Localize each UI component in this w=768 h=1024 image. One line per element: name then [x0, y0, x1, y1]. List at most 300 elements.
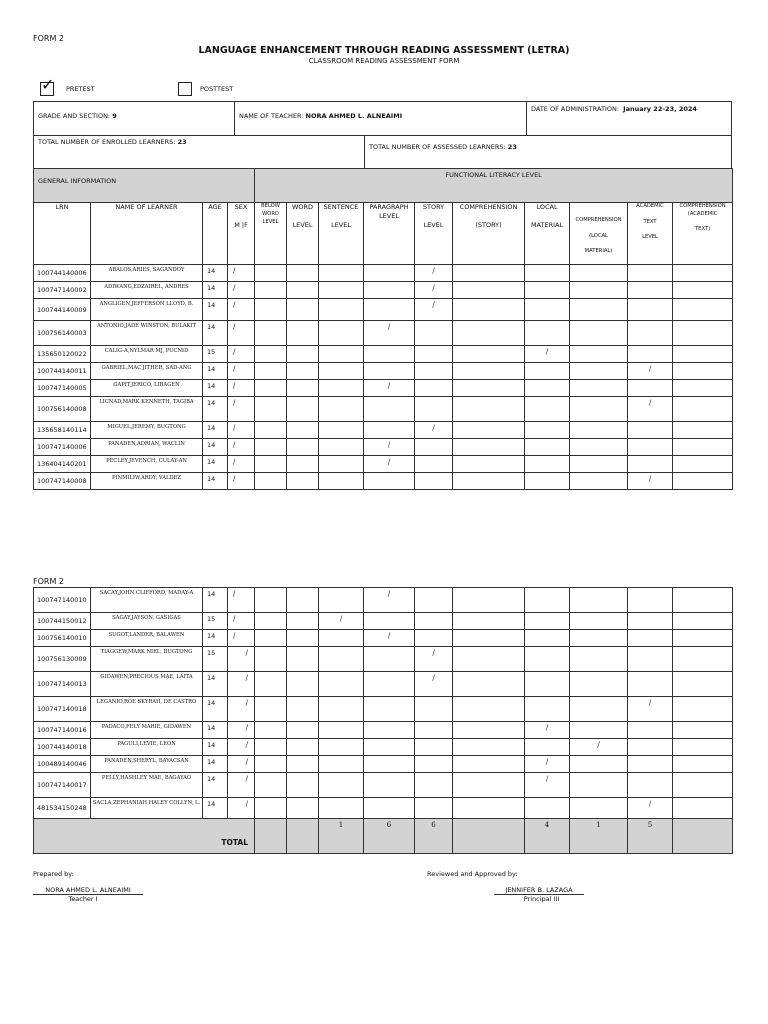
learner-name: ABALOS,ARIES, SAGANDOY [91, 265, 203, 282]
learner-age: 14 [203, 630, 228, 647]
learner-age: 14 [203, 456, 228, 473]
table-row [34, 647, 733, 672]
prepared-name: NORA AHMED L. ALNEAIMI [33, 886, 143, 895]
level-cell-local [525, 613, 570, 630]
level-cell-below-word [255, 282, 287, 299]
learner-sex [228, 456, 255, 473]
learner-age: 14 [203, 439, 228, 456]
sex-mark: / [245, 649, 248, 657]
learner-age: 14 [203, 722, 228, 739]
level-cell-below-word [255, 588, 287, 613]
learner-sex [228, 265, 255, 282]
learner-lrn: 100747140002 [34, 282, 91, 299]
level-cell-academic [628, 756, 673, 773]
col-comp-story-sub: (STORY) [475, 221, 502, 230]
total-story: 6 [415, 819, 453, 854]
level-mark: / [545, 724, 549, 732]
level-cell-paragraph [364, 282, 415, 299]
level-mark: / [648, 699, 652, 707]
level-cell-academic [628, 697, 673, 722]
level-cell-local [525, 588, 570, 613]
level-cell-word [287, 346, 319, 363]
table-row [34, 346, 733, 363]
learner-age: 14 [203, 588, 228, 613]
table-row [34, 798, 733, 819]
learner-age: 14 [203, 739, 228, 756]
learner-lrn: 100744150012 [34, 613, 91, 630]
level-cell-academic [628, 613, 673, 630]
learner-name: SAGAY,JAYSON, GASIGAS [91, 613, 203, 630]
level-cell-local [525, 672, 570, 697]
level-cell-paragraph [364, 647, 415, 672]
level-cell-comp-story [453, 422, 525, 439]
level-cell-local [525, 299, 570, 321]
level-cell-academic [628, 647, 673, 672]
level-cell-comp-academic [673, 363, 733, 380]
level-cell-below-word [255, 722, 287, 739]
level-cell-comp-local [570, 299, 628, 321]
level-cell-story [415, 346, 453, 363]
learner-sex [228, 473, 255, 490]
table-row [34, 422, 733, 439]
learner-lrn: 100744140011 [34, 363, 91, 380]
level-mark: / [432, 284, 435, 292]
level-mark: / [387, 441, 391, 449]
sex-mark: / [233, 475, 236, 483]
level-cell-local [525, 473, 570, 490]
col-sex-sub: M |F [234, 221, 248, 230]
posttest-checkbox[interactable] [178, 82, 192, 96]
level-cell-comp-academic [673, 456, 733, 473]
sex-mark: / [233, 590, 236, 598]
level-cell-sentence [319, 299, 364, 321]
col-comp-local-3: MATERIAL) [584, 248, 613, 255]
level-cell-word [287, 439, 319, 456]
level-cell-sentence [319, 697, 364, 722]
level-cell-sentence [319, 613, 364, 630]
level-cell-story [415, 773, 453, 798]
level-cell-below-word [255, 380, 287, 397]
col-academic-3: LEVEL [642, 234, 658, 241]
learner-name: TIAGGEW,MARK NIEL, BUGTONG [91, 647, 203, 672]
level-cell-comp-local [570, 363, 628, 380]
level-cell-comp-local [570, 282, 628, 299]
sex-mark: / [233, 458, 236, 466]
level-cell-story [415, 363, 453, 380]
level-cell-word [287, 397, 319, 422]
level-cell-comp-story [453, 647, 525, 672]
learner-sex [228, 363, 255, 380]
col-word [287, 203, 319, 265]
grade-label: GRADE AND SECTION: [38, 112, 111, 120]
sex-mark: / [245, 775, 248, 783]
level-cell-comp-academic [673, 282, 733, 299]
level-cell-comp-story [453, 282, 525, 299]
learner-sex [228, 397, 255, 422]
learner-lrn: 100747140017 [34, 773, 91, 798]
level-cell-comp-local [570, 773, 628, 798]
level-mark: / [545, 775, 549, 783]
level-cell-story [415, 798, 453, 819]
level-cell-comp-local [570, 672, 628, 697]
level-cell-paragraph [364, 299, 415, 321]
sex-mark: / [245, 800, 248, 808]
learner-lrn: 135650120022 [34, 346, 91, 363]
total-comp-academic [673, 819, 733, 854]
table-row [34, 363, 733, 380]
table-body-page2 [34, 588, 733, 819]
sex-mark: / [245, 758, 248, 766]
level-cell-comp-academic [673, 265, 733, 282]
table-row [34, 756, 733, 773]
level-cell-local [525, 363, 570, 380]
level-cell-comp-story [453, 672, 525, 697]
level-cell-word [287, 697, 319, 722]
learner-sex [228, 756, 255, 773]
grade-value: 9 [112, 112, 117, 120]
learner-name: ADIWANG,EDZAIREL, ANDRES [91, 282, 203, 299]
col-academic [628, 203, 673, 265]
learner-name: ANTONIO,JADE WINSTON, BULAKIT [91, 321, 203, 346]
learner-sex [228, 722, 255, 739]
level-cell-below-word [255, 363, 287, 380]
page-subtitle: CLASSROOM READING ASSESSMENT FORM [308, 57, 460, 65]
learner-name: GAPIT,JERICO, LIBAGEN [91, 380, 203, 397]
table-row [34, 588, 733, 613]
learner-age: 14 [203, 380, 228, 397]
learner-sex [228, 613, 255, 630]
level-cell-comp-academic [673, 630, 733, 647]
col-story-label: STORY [422, 203, 445, 211]
learner-name: PANADEN,ADRIAN, WACLIN [91, 439, 203, 456]
level-cell-comp-academic [673, 588, 733, 613]
learner-sex [228, 380, 255, 397]
level-cell-paragraph [364, 422, 415, 439]
level-cell-comp-story [453, 363, 525, 380]
level-cell-sentence [319, 282, 364, 299]
table-row [34, 282, 733, 299]
learner-lrn: 100744140009 [34, 299, 91, 321]
level-cell-comp-local [570, 756, 628, 773]
table-row [34, 722, 733, 739]
col-word-label: WORD [291, 203, 314, 211]
prepared-title: Teacher I [68, 895, 98, 903]
table-row [34, 672, 733, 697]
level-cell-comp-academic [673, 798, 733, 819]
learner-age: 14 [203, 282, 228, 299]
level-cell-paragraph [364, 588, 415, 613]
level-cell-academic [628, 282, 673, 299]
table-row [34, 439, 733, 456]
learner-sex [228, 773, 255, 798]
learner-lrn: 100747140010 [34, 588, 91, 613]
level-cell-academic [628, 299, 673, 321]
reviewed-name: JENNIFER B. LAZAGA [494, 886, 584, 895]
level-cell-sentence [319, 798, 364, 819]
level-cell-story [415, 265, 453, 282]
level-cell-below-word [255, 647, 287, 672]
date-value: January 22-23, 2024 [623, 105, 697, 113]
sex-mark: / [233, 267, 236, 275]
pretest-checkbox[interactable] [40, 75, 55, 96]
level-cell-sentence [319, 672, 364, 697]
learner-lrn: 100756140008 [34, 397, 91, 422]
level-cell-story [415, 739, 453, 756]
level-mark: / [387, 382, 391, 390]
level-cell-word [287, 380, 319, 397]
level-cell-below-word [255, 299, 287, 321]
level-cell-local [525, 439, 570, 456]
learner-age: 14 [203, 756, 228, 773]
level-cell-story [415, 473, 453, 490]
col-sentence-sub: LEVEL [331, 221, 351, 230]
sex-mark: / [233, 441, 236, 449]
level-cell-story [415, 672, 453, 697]
level-cell-comp-story [453, 773, 525, 798]
learner-name: GABRIEL,MAC JITHER, SAD-ANG [91, 363, 203, 380]
date-cell [527, 102, 732, 136]
col-sentence-label: SENTENCE [323, 203, 359, 211]
col-sex [228, 203, 255, 265]
level-cell-sentence [319, 456, 364, 473]
level-cell-story [415, 722, 453, 739]
learner-lrn: 100747140018 [34, 697, 91, 722]
level-mark: / [648, 365, 652, 373]
level-cell-comp-academic [673, 697, 733, 722]
col-sex-label: SEX [234, 203, 248, 211]
learner-sex [228, 422, 255, 439]
level-cell-sentence [319, 265, 364, 282]
assessment-table-page1 [33, 168, 733, 490]
level-cell-sentence [319, 363, 364, 380]
table-row [34, 321, 733, 346]
learner-name: LEGANIO,ROE SKYRAH, DE CASTRO [91, 697, 203, 722]
level-cell-word [287, 588, 319, 613]
learner-age: 14 [203, 363, 228, 380]
learner-sex [228, 647, 255, 672]
col-name: NAME OF LEARNER [91, 203, 203, 265]
total-label: TOTAL [34, 819, 255, 854]
level-cell-comp-story [453, 756, 525, 773]
learner-age: 14 [203, 798, 228, 819]
sex-mark: / [233, 399, 236, 407]
level-cell-story [415, 756, 453, 773]
level-cell-local [525, 630, 570, 647]
level-mark: / [432, 424, 435, 432]
level-cell-word [287, 647, 319, 672]
level-cell-comp-academic [673, 739, 733, 756]
level-cell-local [525, 456, 570, 473]
total-academic: 5 [628, 819, 673, 854]
check-icon: ✓ [41, 75, 55, 94]
pretest-label: PRETEST [66, 85, 95, 93]
level-cell-word [287, 672, 319, 697]
level-cell-sentence [319, 722, 364, 739]
level-cell-academic [628, 773, 673, 798]
total-row [34, 819, 733, 854]
level-cell-academic [628, 422, 673, 439]
level-mark: / [648, 475, 652, 483]
level-cell-paragraph [364, 456, 415, 473]
level-mark: / [387, 632, 391, 640]
assessed-cell [365, 135, 732, 168]
level-cell-story [415, 299, 453, 321]
level-cell-story [415, 613, 453, 630]
learner-age: 14 [203, 672, 228, 697]
level-cell-word [287, 363, 319, 380]
level-cell-academic [628, 739, 673, 756]
col-comp-local-1: COMPREHENSION [575, 217, 622, 223]
level-cell-below-word [255, 672, 287, 697]
level-cell-sentence [319, 630, 364, 647]
level-cell-paragraph [364, 697, 415, 722]
level-cell-below-word [255, 397, 287, 422]
learner-lrn: 100747140016 [34, 722, 91, 739]
level-cell-comp-story [453, 613, 525, 630]
level-cell-comp-local [570, 346, 628, 363]
level-cell-below-word [255, 422, 287, 439]
level-cell-word [287, 756, 319, 773]
learner-name: PECLEY,JEVENCH, CULAY-AN [91, 456, 203, 473]
level-cell-below-word [255, 265, 287, 282]
level-cell-story [415, 456, 453, 473]
level-cell-paragraph [364, 672, 415, 697]
learner-lrn: 481534150248 [34, 798, 91, 819]
reviewed-title: Principal III [523, 895, 560, 903]
learner-sex [228, 588, 255, 613]
col-local-sub: MATERIAL [530, 221, 564, 230]
learner-lrn: 100747140005 [34, 380, 91, 397]
level-mark: / [545, 758, 549, 766]
learner-age: 14 [203, 773, 228, 798]
level-cell-paragraph [364, 321, 415, 346]
col-paragraph: PARAGRAPH LEVEL [364, 203, 415, 265]
table-row [34, 739, 733, 756]
col-below-word: BELOW WORD LEVEL [255, 203, 287, 265]
sex-mark: / [245, 699, 248, 707]
total-local: 4 [525, 819, 570, 854]
assessed-value: 23 [507, 143, 517, 151]
level-mark: / [432, 301, 435, 309]
level-mark: / [432, 649, 435, 657]
level-cell-paragraph [364, 798, 415, 819]
level-cell-paragraph [364, 630, 415, 647]
level-cell-comp-local [570, 321, 628, 346]
level-cell-comp-local [570, 697, 628, 722]
enrolled-label: TOTAL NUMBER OF ENROLLED LEARNERS: [38, 138, 176, 146]
level-cell-comp-local [570, 473, 628, 490]
learner-lrn: 100489140046 [34, 756, 91, 773]
level-cell-sentence [319, 647, 364, 672]
learner-name: SACLA,ZEPHANIAH HALEY COLLYN, L. [91, 798, 203, 819]
col-local [525, 203, 570, 265]
level-cell-comp-academic [673, 647, 733, 672]
level-cell-below-word [255, 630, 287, 647]
learner-sex [228, 439, 255, 456]
prepared-by-label: Prepared by: [33, 870, 74, 878]
level-cell-comp-story [453, 456, 525, 473]
level-cell-local [525, 722, 570, 739]
level-cell-paragraph [364, 346, 415, 363]
level-cell-below-word [255, 473, 287, 490]
level-cell-paragraph [364, 439, 415, 456]
level-cell-story [415, 588, 453, 613]
level-cell-comp-local [570, 798, 628, 819]
level-cell-sentence [319, 439, 364, 456]
assessed-label: TOTAL NUMBER OF ASSESSED LEARNERS: [369, 143, 506, 151]
col-comp-academic [673, 203, 733, 265]
posttest-label: POSTTEST [200, 85, 234, 93]
col-comp-local [570, 203, 628, 265]
level-cell-comp-story [453, 321, 525, 346]
level-cell-comp-local [570, 722, 628, 739]
table-row [34, 456, 733, 473]
level-cell-comp-story [453, 588, 525, 613]
level-cell-word [287, 321, 319, 346]
page-title: LANGUAGE ENHANCEMENT THROUGH READING ASSESSMENT (LETRA) [198, 45, 570, 56]
level-cell-comp-academic [673, 672, 733, 697]
sex-mark: / [233, 348, 236, 356]
enrolled-cell [34, 135, 365, 168]
sex-mark: / [245, 724, 248, 732]
col-story-sub: LEVEL [423, 221, 444, 230]
col-comp-story [453, 203, 525, 265]
col-word-sub: LEVEL [292, 221, 313, 230]
level-mark: / [339, 615, 343, 623]
date-label: DATE OF ADMINISTRATION: [531, 105, 620, 113]
learner-name: PADACO,FELY MARIE, GIDAWEN [91, 722, 203, 739]
level-cell-story [415, 321, 453, 346]
level-cell-paragraph [364, 756, 415, 773]
level-cell-local [525, 321, 570, 346]
level-mark: / [648, 399, 652, 407]
level-cell-academic [628, 363, 673, 380]
level-cell-comp-academic [673, 346, 733, 363]
learner-name: MIGUEL,JEREMY, BUGTONG [91, 422, 203, 439]
level-cell-below-word [255, 456, 287, 473]
total-comp-story [453, 819, 525, 854]
teacher-value: NORA AHMED L. ALNEAIMI [305, 112, 403, 120]
level-cell-academic [628, 346, 673, 363]
level-cell-paragraph [364, 397, 415, 422]
level-cell-below-word [255, 798, 287, 819]
level-cell-story [415, 282, 453, 299]
form-label: FORM 2 [33, 34, 64, 43]
level-cell-comp-story [453, 346, 525, 363]
level-cell-sentence [319, 380, 364, 397]
learner-lrn: 100756140003 [34, 321, 91, 346]
sex-mark: / [233, 382, 236, 390]
counts-table [33, 135, 732, 169]
level-cell-paragraph [364, 613, 415, 630]
learner-age: 15 [203, 346, 228, 363]
sex-mark: / [233, 365, 236, 373]
level-cell-comp-academic [673, 299, 733, 321]
grade-cell [34, 102, 235, 136]
level-cell-word [287, 739, 319, 756]
learner-name: LICNAD,MARK KENNETH, TAGIBA [91, 397, 203, 422]
level-cell-comp-local [570, 739, 628, 756]
learner-lrn: 135658140114 [34, 422, 91, 439]
level-cell-paragraph [364, 473, 415, 490]
col-lrn: LRN [34, 203, 91, 265]
sex-mark: / [233, 632, 236, 640]
level-cell-story [415, 439, 453, 456]
level-cell-comp-academic [673, 722, 733, 739]
table-body-page1 [34, 265, 733, 490]
functional-literacy-header: FUNCTIONAL LITERACY LEVEL [255, 169, 733, 203]
level-cell-word [287, 630, 319, 647]
